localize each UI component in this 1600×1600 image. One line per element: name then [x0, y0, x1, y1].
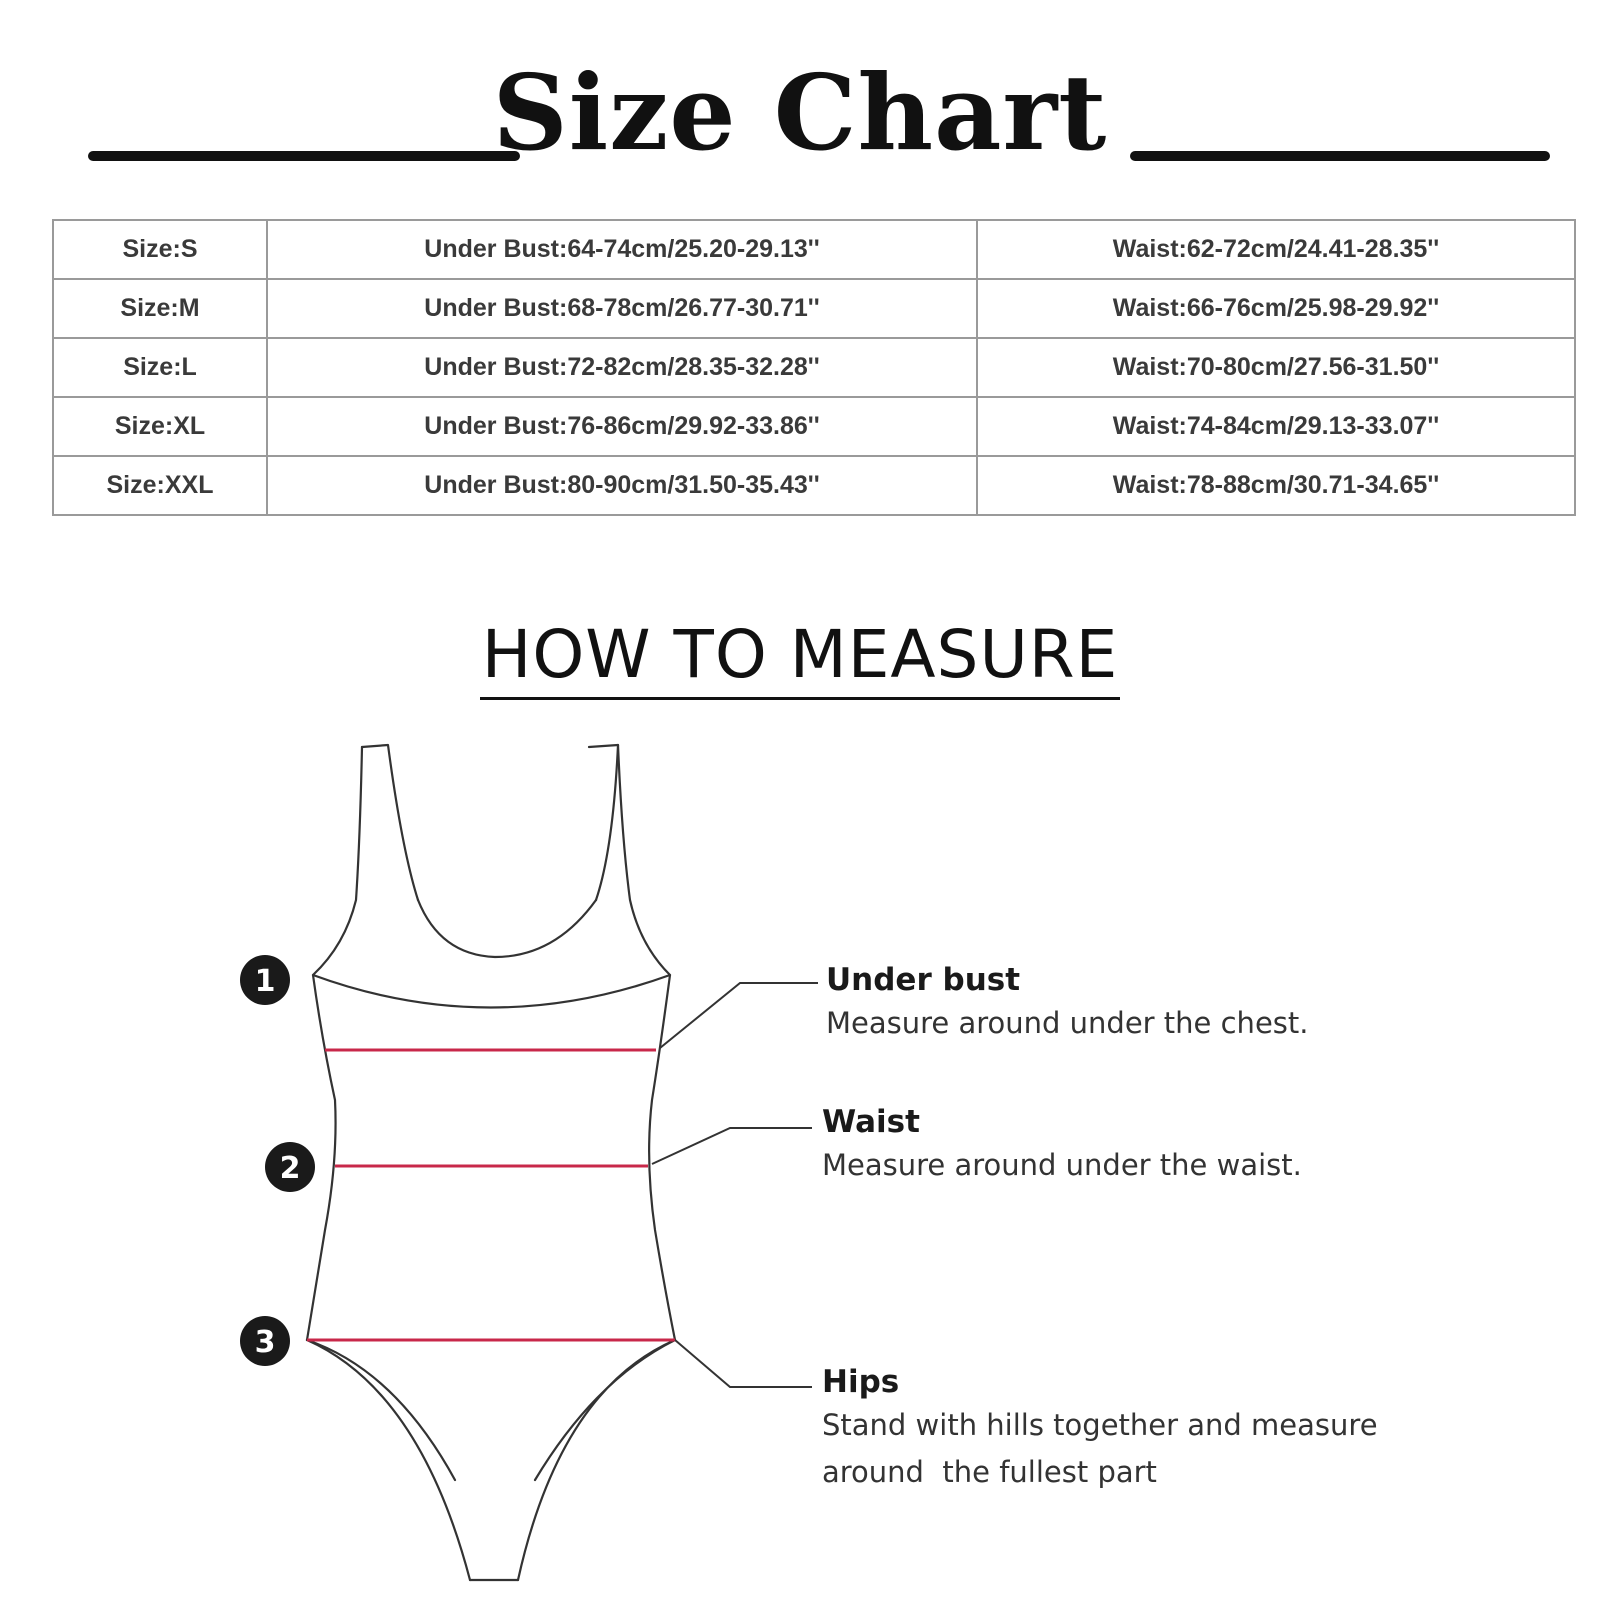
hips-heading: Hips [822, 1364, 900, 1400]
hips-description-line-2: around the fullest part [822, 1455, 1157, 1489]
measure-lines [307, 1050, 675, 1340]
waist-description: Measure around under the waist. [822, 1148, 1302, 1182]
under-bust-cell: Under Bust:68-78cm/26.77-30.71'' [267, 279, 977, 338]
under-bust-cell: Under Bust:72-82cm/28.35-32.28'' [267, 338, 977, 397]
waist-leader [652, 1128, 812, 1164]
under-bust-cell: Under Bust:64-74cm/25.20-29.13'' [267, 220, 977, 279]
size-cell: Size:XL [53, 397, 267, 456]
left-strap [362, 745, 418, 900]
marker-2 [265, 1142, 315, 1192]
under-bust-heading: Under bust [826, 962, 1021, 998]
marker-1-number: 1 [254, 964, 276, 999]
neckline [418, 900, 596, 957]
bodysuit-outline [307, 745, 675, 1580]
size-cell: Size:M [53, 279, 267, 338]
hips-leader [675, 1340, 812, 1387]
size-cell: Size:S [53, 220, 267, 279]
waist-cell: Waist:78-88cm/30.71-34.65'' [977, 456, 1575, 515]
marker-1 [240, 955, 290, 1005]
waist-heading: Waist [822, 1104, 920, 1140]
waist-cell: Waist:70-80cm/27.56-31.50'' [977, 338, 1575, 397]
size-cell: Size:L [53, 338, 267, 397]
how-to-measure-heading: HOW TO MEASURE [480, 615, 1121, 700]
hips-description-line-1: Stand with hills together and measure [822, 1408, 1378, 1442]
right-leg-opening [518, 1340, 675, 1580]
waist-label [822, 1102, 1302, 1189]
waist-cell: Waist:74-84cm/29.13-33.07'' [977, 397, 1575, 456]
waist-cell: Waist:66-76cm/25.98-29.92'' [977, 279, 1575, 338]
under-bust-description: Measure around under the chest. [826, 1006, 1309, 1040]
under-bust-leader [660, 983, 818, 1048]
marker-3 [240, 1316, 290, 1366]
under-bust-cell: Under Bust:80-90cm/31.50-35.43'' [267, 456, 977, 515]
waist-cell: Waist:62-72cm/24.41-28.35'' [977, 220, 1575, 279]
marker-3-number: 3 [254, 1325, 276, 1360]
right-leg-inner [535, 1340, 675, 1480]
left-leg-inner [307, 1340, 455, 1480]
under-bust-cell: Under Bust:76-86cm/29.92-33.86'' [267, 397, 977, 456]
right-strap [589, 745, 618, 900]
bust-band [313, 975, 670, 1008]
under-bust-label [826, 960, 1308, 1047]
size-cell: Size:XXL [53, 456, 267, 515]
leader-lines [652, 983, 818, 1387]
left-side-seam [307, 747, 362, 1340]
marker-2-number: 2 [279, 1151, 301, 1186]
page-title: Size Chart [492, 51, 1108, 174]
left-leg-opening [307, 1340, 470, 1580]
hips-label [822, 1362, 1378, 1496]
